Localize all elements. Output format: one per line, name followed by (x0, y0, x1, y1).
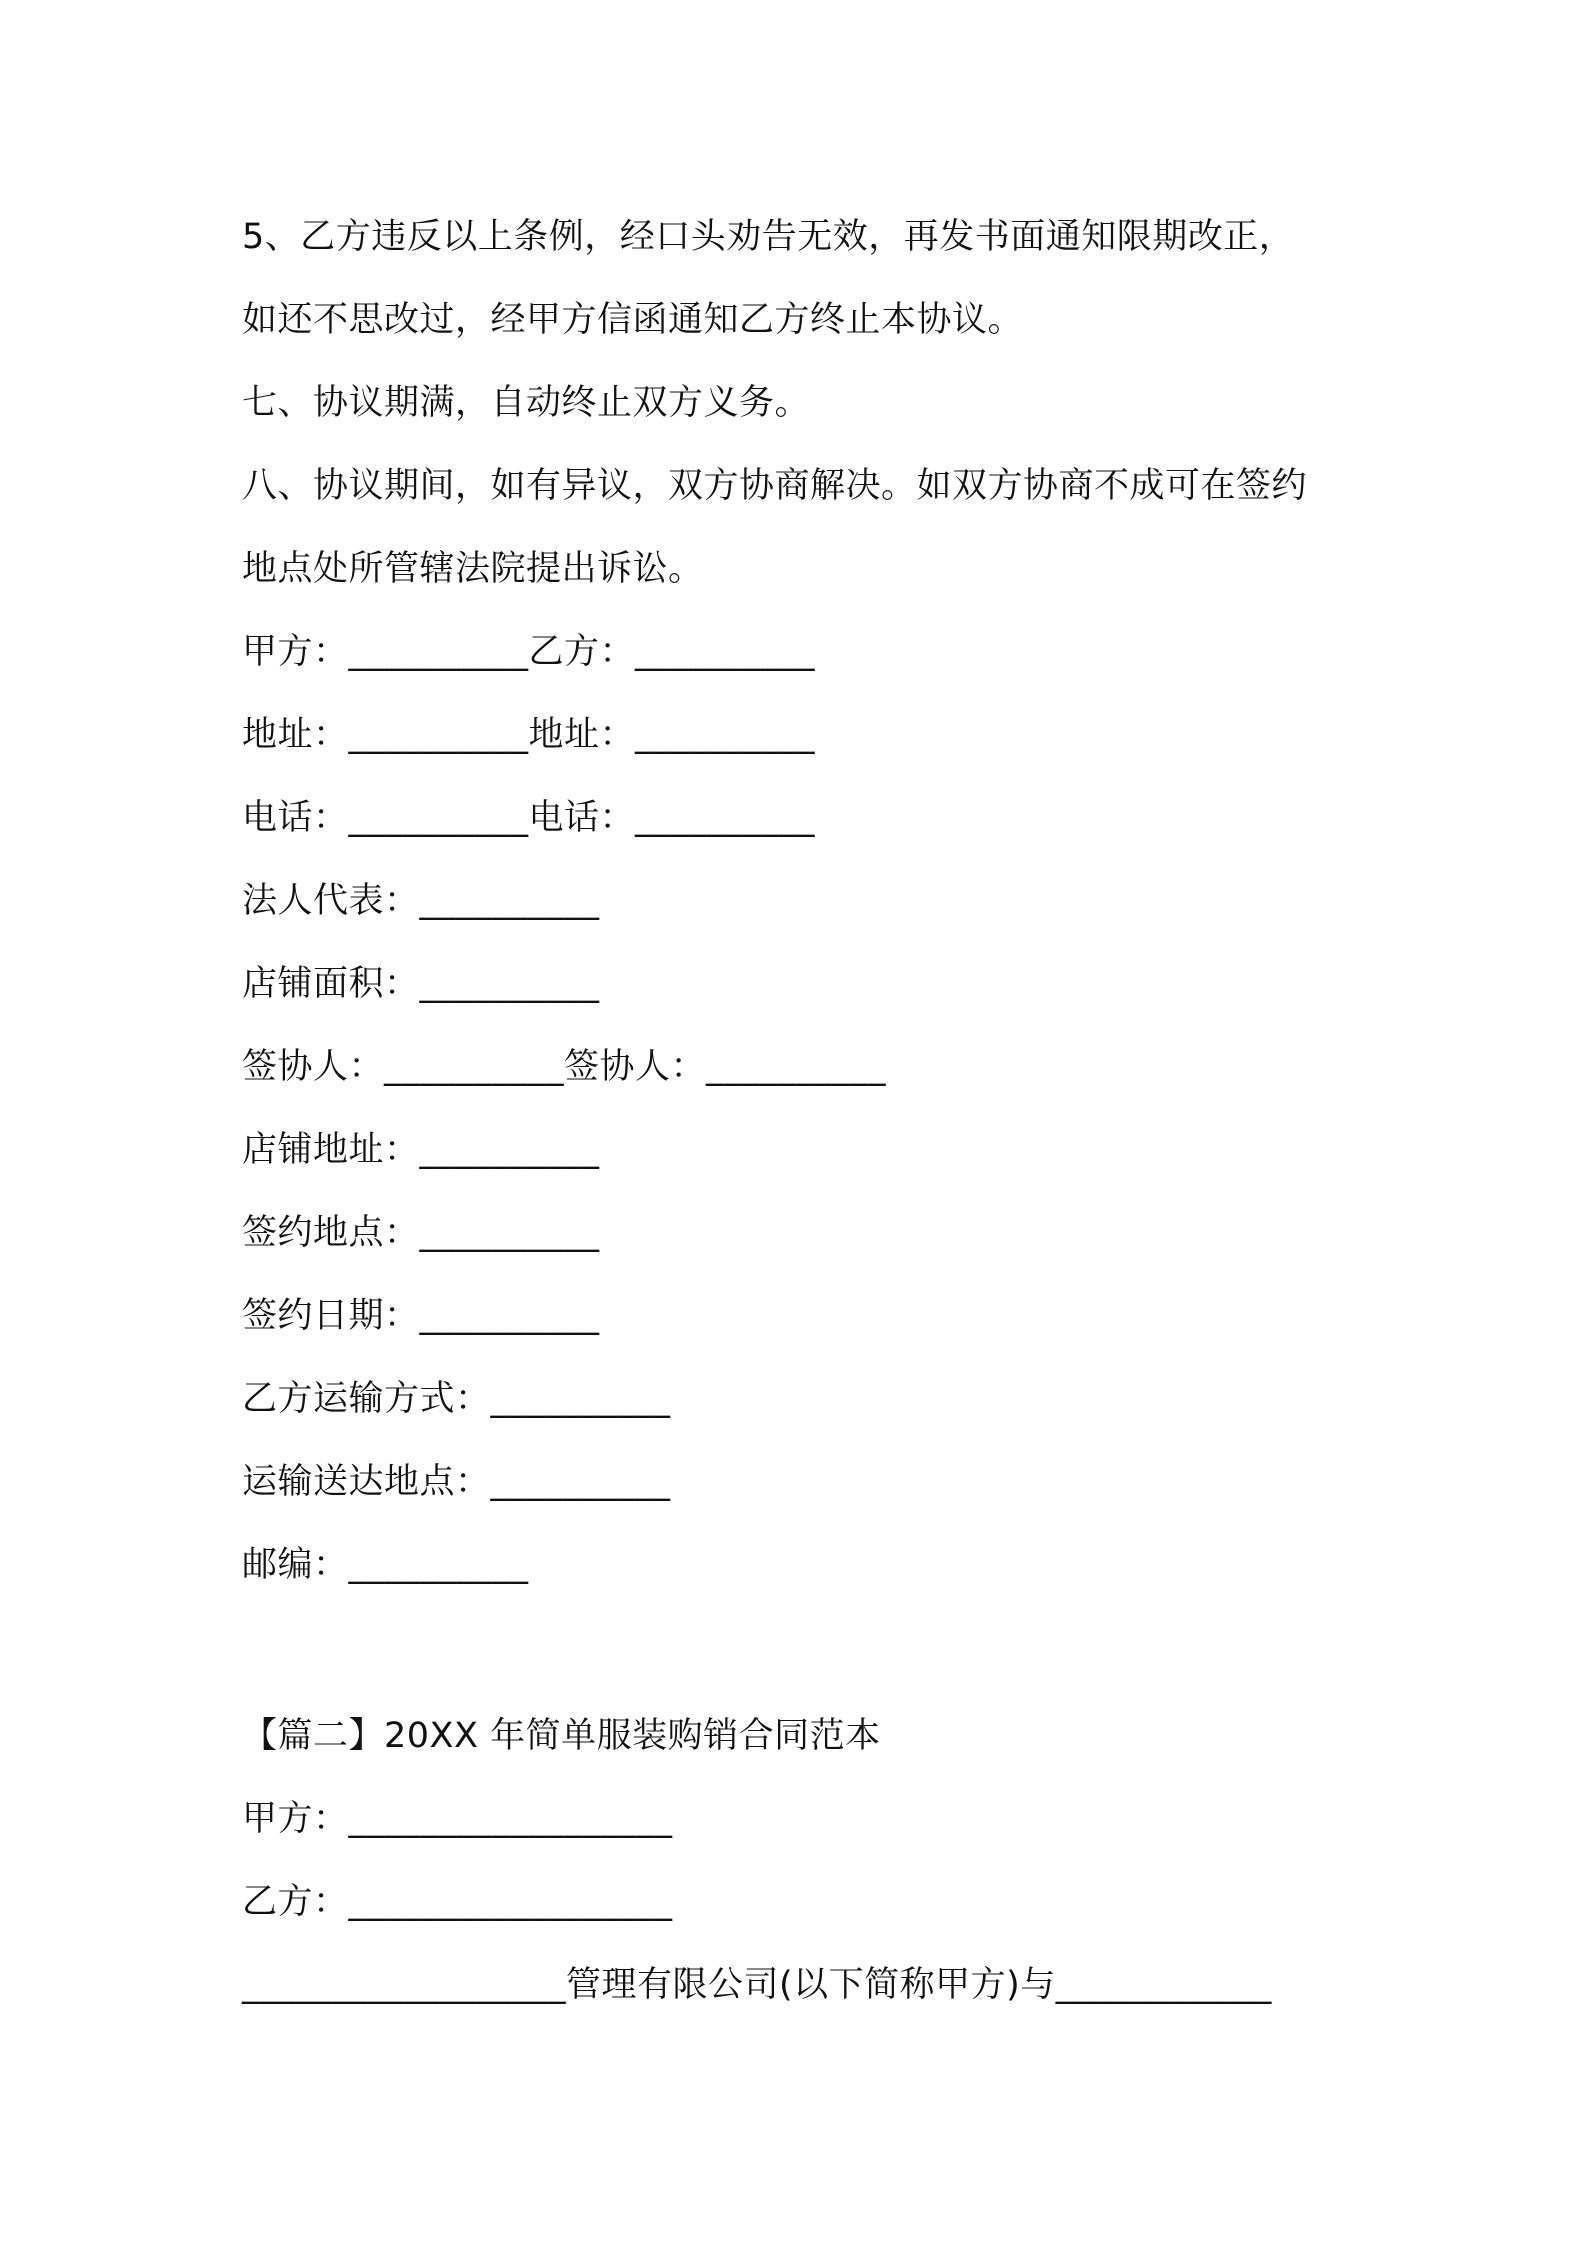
section-gap (242, 1607, 1362, 1695)
delivery-place-line: 运输送达地点：__________ (242, 1462, 671, 1502)
clause-7: 七、协议期满，自动终止双方义务。 (242, 383, 811, 423)
clause-8-line-1: 八、协议期间，如有异议，双方协商解决。如双方协商不成可在签约 (242, 466, 1308, 506)
address-line: 地址：__________地址：__________ (242, 715, 816, 755)
co-signer-line: 签协人：__________签协人：__________ (242, 1047, 887, 1087)
legal-representative-line: 法人代表：__________ (242, 881, 600, 921)
section-2-party-b: 乙方：__________________ (242, 1882, 673, 1922)
clause-5-line-1: 5、乙方违反以上条例，经口头劝告无效，再发书面通知限期改正， (242, 217, 1295, 257)
store-address-line: 店铺地址：__________ (242, 1130, 600, 1170)
transport-method-line: 乙方运输方式：__________ (242, 1379, 671, 1419)
section-2-title: 【篇二】20XX 年简单服装购销合同范本 (242, 1716, 881, 1756)
store-area-line: 店铺面积：__________ (242, 964, 600, 1004)
postcode-line: 邮编：__________ (242, 1545, 529, 1585)
signing-place-line: 签约地点：__________ (242, 1213, 600, 1253)
clause-5-line-2: 如还不思改过，经甲方信函通知乙方终止本协议。 (242, 300, 1024, 340)
signing-date-line: 签约日期：__________ (242, 1296, 600, 1336)
party-line: 甲方：__________乙方：__________ (242, 632, 816, 672)
clause-8-line-2: 地点处所管辖法院提出诉讼。 (242, 549, 704, 589)
document-body (242, 196, 1362, 2027)
section-2-party-a: 甲方：__________________ (242, 1799, 673, 1839)
phone-line: 电话：__________电话：__________ (242, 798, 816, 838)
section-2-intro: __________________管理有限公司(以下简称甲方)与____________ (242, 1965, 1272, 2005)
